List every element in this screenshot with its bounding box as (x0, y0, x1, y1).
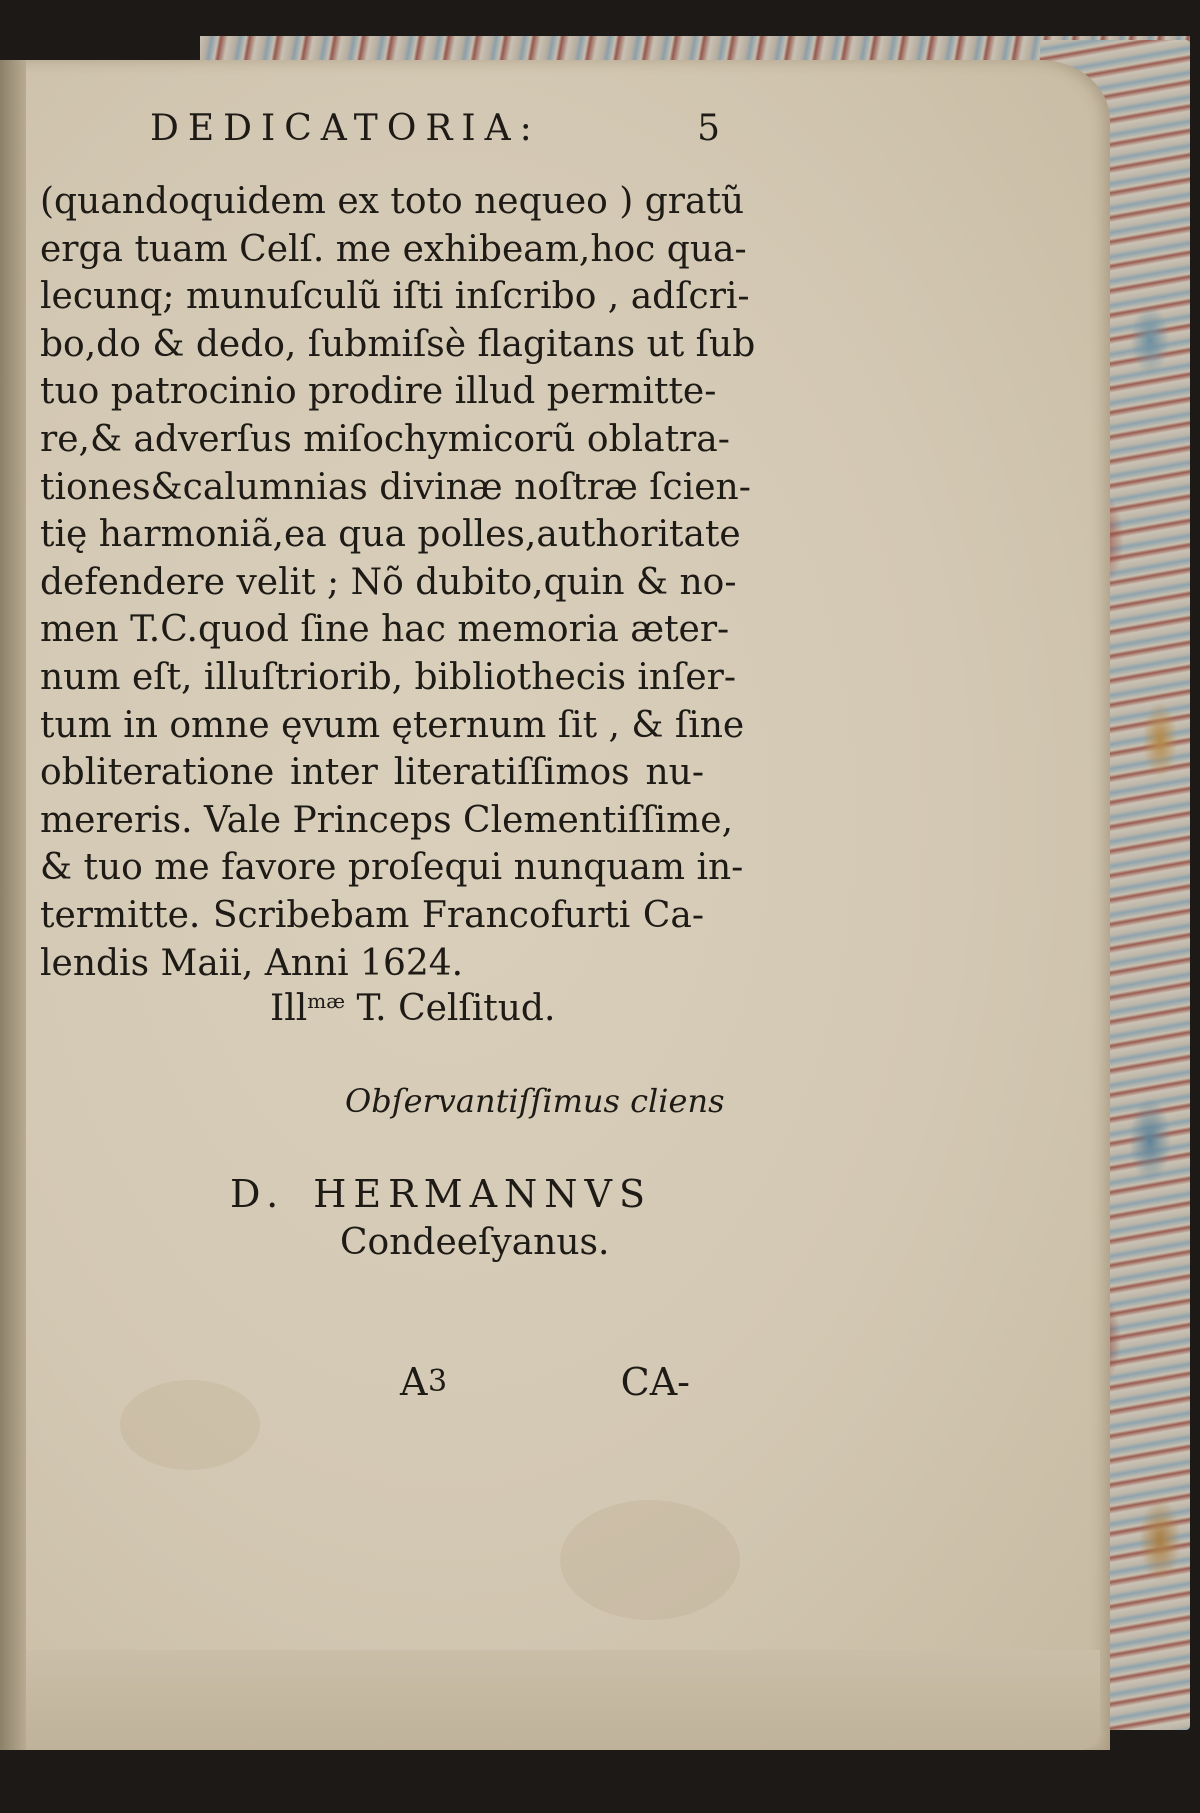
text-line: tiones&calumnias divinæ noſtræ ſcien- (40, 466, 751, 508)
text-line: re,& adverſus miſochymicorũ oblatra- (40, 418, 730, 460)
catchword: CA- (620, 1360, 690, 1404)
printer-signature-line (400, 1360, 700, 1410)
text-line: termitte. Scribebam Francofurti Ca- (40, 894, 704, 936)
salutation-superscript: mæ (307, 989, 346, 1013)
running-head (150, 108, 720, 164)
signature-place: Condeeſyanus. (340, 1222, 610, 1263)
page-gutter (0, 60, 26, 1750)
text-line: tię harmoniã,ea qua polles,authoritate (40, 514, 741, 556)
dedication-body (40, 178, 756, 987)
signature-initial: D. (230, 1172, 286, 1216)
text-line: erga tuam Celſ. me exhibeam,hoc qua- (40, 228, 747, 270)
text-line: obliteratione inter literatiſſimos nu- (40, 752, 704, 794)
signature-number: 3 (428, 1364, 448, 1399)
paper-stain (120, 1380, 260, 1470)
page-bottom-edge (0, 1650, 1100, 1750)
paper-stain (560, 1500, 740, 1620)
text-line: men T.C.quod ſine hac memoria æter- (40, 609, 730, 651)
page-number: 5 (697, 108, 720, 149)
text-line: lecunq; munuſculũ iſti inſcribo , adſcri- (40, 276, 750, 318)
text-line: tuo patrocinio prodire illud permitte- (40, 371, 717, 413)
signature-name (230, 1172, 690, 1216)
text-line: bo,do & dedo, ſubmiſsè flagitans ut ſub (40, 323, 756, 365)
signature-letter: A (400, 1360, 428, 1404)
closing-phrase: Obſervantiſſimus cliens (345, 1082, 725, 1120)
text-line: mereris. Vale Princeps Clementiſſime, (40, 799, 734, 841)
text-line: num eſt, illuſtriorib, bibliothecis inſer- (40, 656, 737, 698)
text-line: tum in omne ęvum ęternum ſit , & ſine (40, 704, 745, 746)
text-line: defendere velit ; Nõ dubito,quin & no- (40, 561, 737, 603)
salutation-prefix: Ill (270, 988, 308, 1029)
running-head-title: DEDICATORIA: (150, 108, 541, 149)
signature-surname: HERMANNVS (313, 1172, 653, 1216)
text-line: & tuo me favore proſequi nunquam in- (40, 847, 744, 889)
salutation (270, 988, 555, 1029)
salutation-suffix: T. Celſitud. (345, 988, 556, 1029)
text-line: lendis Maii, Anni 1624. (40, 942, 464, 984)
text-line: (quandoquidem ex toto nequeo ) gratũ (40, 181, 745, 222)
